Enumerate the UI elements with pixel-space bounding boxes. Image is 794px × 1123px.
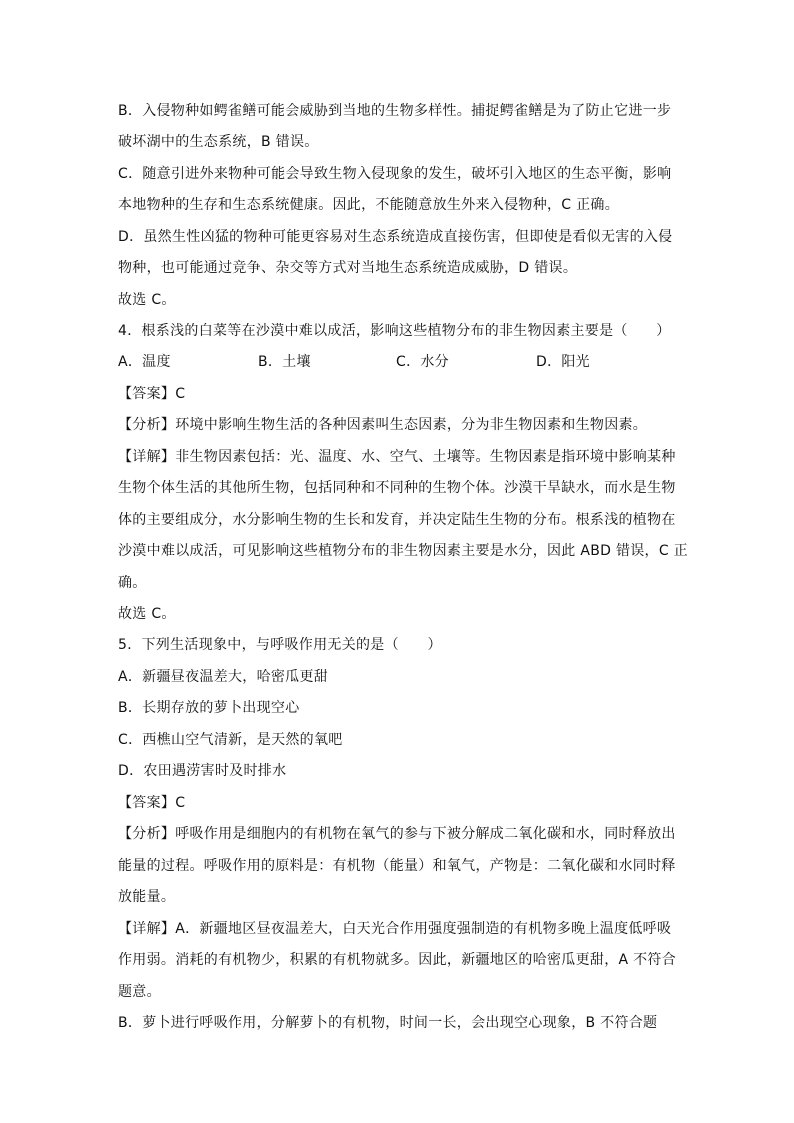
q5-answer: 【答案】C xyxy=(118,795,186,811)
q3-option-b-explanation-line1: B．入侵物种如鳄雀鳝可能会威胁到当地的生物多样性。捕捉鳄雀鳝是为了防止它进一步 xyxy=(118,103,672,119)
q3-option-c-explanation-line2: 本地物种的生存和生态系统健康。因此，不能随意放生外来入侵物种，C 正确。 xyxy=(118,197,620,213)
q3-conclusion: 故选 C。 xyxy=(118,292,176,308)
q5-option-b: B．长期存放的萝卜出现空心 xyxy=(118,700,300,716)
q4-analysis: 【分析】环境中影响生物生活的各种因素叫生态因素，分为非生物因素和生物因素。 xyxy=(118,417,648,433)
q4-answer: 【答案】C xyxy=(118,386,186,402)
q5-detail-line1: 【详解】A．新疆地区昼夜温差大，白天光合作用强度强制造的有机物多晚上温度低呼吸 xyxy=(118,921,672,937)
q5-analysis-line2: 能量的过程。呼吸作用的原料是：有机物（能量）和氧气，产物是：二氧化碳和水同时释 xyxy=(118,858,676,874)
q4-detail-line2: 生物个体生活的其他所生物，包括同种和不同种的生物个体。沙漠干旱缺水，而水是生物 xyxy=(118,480,676,496)
q5-analysis-line3: 放能量。 xyxy=(118,889,176,905)
q5-detail-line3: 题意。 xyxy=(118,984,161,1000)
q4-conclusion: 故选 C。 xyxy=(118,606,176,622)
q3-option-d-explanation-line2: 物种，也可能通过竞争、杂交等方式对当地生态系统造成威胁，D 错误。 xyxy=(118,260,578,276)
q3-option-c-explanation-line1: C．随意引进外来物种可能会导致生物入侵现象的发生，破坏引入地区的生态平衡，影响 xyxy=(118,166,672,182)
q5-option-d: D．农田遇涝害时及时排水 xyxy=(118,763,287,779)
q5-question: 5．下列生活现象中，与呼吸作用无关的是（ ） xyxy=(118,637,442,653)
q4-options xyxy=(118,352,678,372)
q4-option-b: B．土壤 xyxy=(258,354,311,370)
q5-detail-line4: B．萝卜进行呼吸作用，分解萝卜的有机物，时间一长，会出现空心现象，B 不符合题 xyxy=(118,1015,658,1031)
q4-option-a: A．温度 xyxy=(118,354,171,370)
q5-detail-line2: 作用弱。消耗的有机物少，积累的有机物就多。因此，新疆地区的哈密瓜更甜，A 不符合 xyxy=(118,952,677,968)
q4-option-d: D．阳光 xyxy=(536,354,590,370)
q3-option-d-explanation-line1: D．虽然生性凶猛的物种可能更容易对生态系统造成直接伤害，但即使是看似无害的入侵 xyxy=(118,229,673,245)
q4-question: 4．根系浅的白菜等在沙漠中难以成活，影响这些植物分布的非生物因素主要是（ ） xyxy=(118,323,671,339)
q4-detail-line5: 确。 xyxy=(118,575,147,591)
q3-option-b-explanation-line2: 破坏湖中的生态系统，B 错误。 xyxy=(118,134,319,150)
q4-detail-line3: 体的主要组成分，水分影响生物的生长和发育，并决定陆生生物的分布。根系浅的植物在 xyxy=(118,512,676,528)
q5-analysis-line1: 【分析】呼吸作用是细胞内的有机物在氧气的参与下被分解成二氧化碳和水，同时释放出 xyxy=(118,826,676,842)
q5-option-c: C．西樵山空气清新，是天然的氧吧 xyxy=(118,732,343,748)
q4-detail-line1: 【详解】非生物因素包括：光、温度、水、空气、土壤等。生物因素是指环境中影响某种 xyxy=(118,449,676,465)
q4-detail-line4: 沙漠中难以成活，可见影响这些植物分布的非生物因素主要是水分，因此 ABD 错误，C 正 xyxy=(118,543,688,559)
q5-option-a: A．新疆昼夜温差大，哈密瓜更甜 xyxy=(118,669,329,685)
q4-option-c: C．水分 xyxy=(396,354,449,370)
